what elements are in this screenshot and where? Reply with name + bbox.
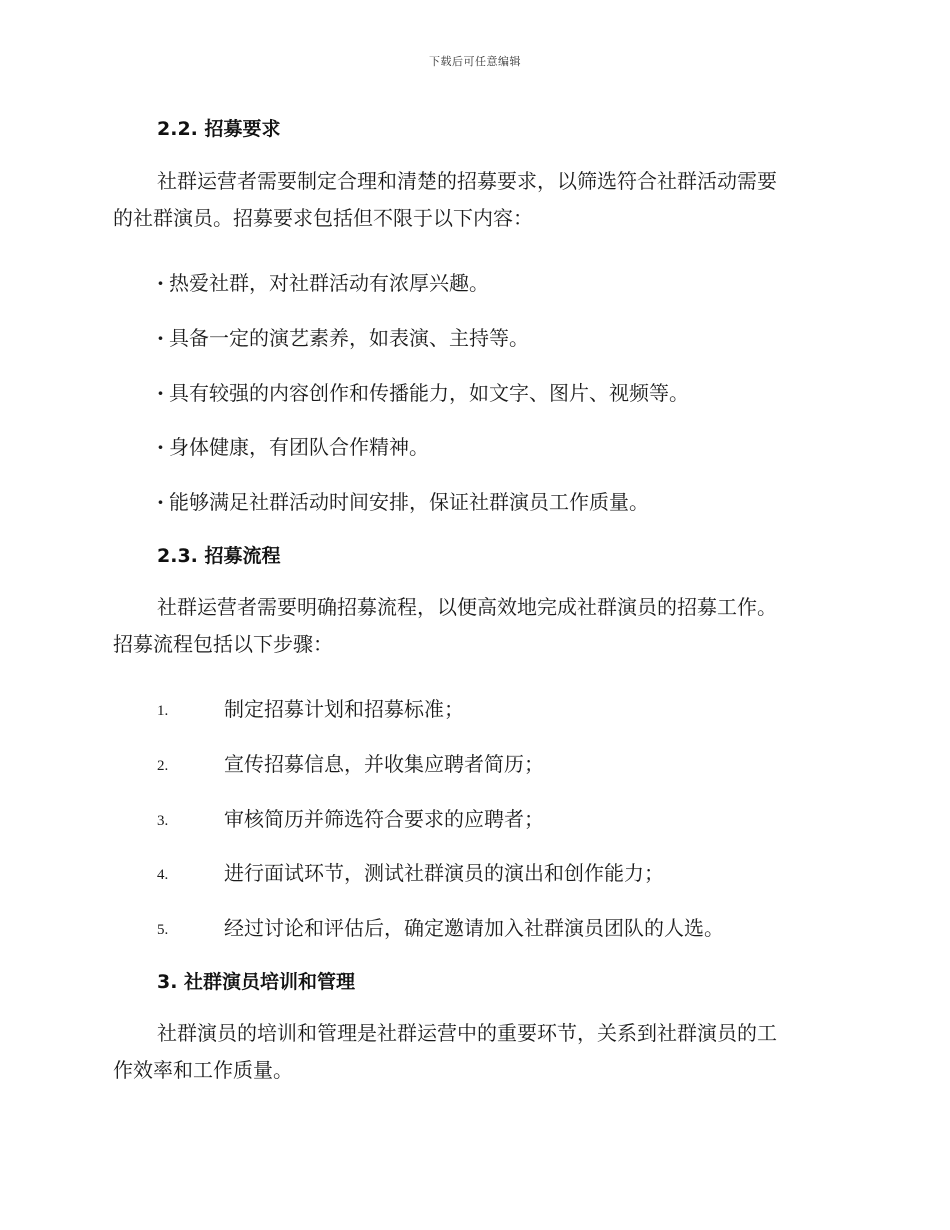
bullet-item: · 能够满足社群活动时间安排，保证社群演员工作质量。	[157, 490, 649, 514]
intro-line: 社群运营者需要明确招募流程，以便高效地完成社群演员的招募工作。	[157, 595, 777, 619]
step-item	[157, 857, 664, 886]
step-text: 宣传招募信息，并收集应聘者简历；	[224, 752, 544, 776]
bullet-item: · 具有较强的内容创作和传播能力，如文字、图片、视频等。	[157, 381, 689, 405]
bullet-item: · 具备一定的演艺素养，如表演、主持等。	[157, 326, 529, 350]
intro-line: 招募流程包括以下步骤：	[113, 632, 333, 656]
section-2-2-intro	[113, 163, 833, 237]
step-item	[157, 693, 464, 722]
bullet-icon: ·	[157, 381, 164, 405]
step-text: 进行面试环节，测试社群演员的演出和创作能力；	[224, 861, 664, 885]
intro-line: 的社群演员。招募要求包括但不限于以下内容：	[113, 206, 533, 230]
bullet-icon: ·	[157, 490, 164, 514]
step-text: 制定招募计划和招募标准；	[224, 697, 464, 721]
step-number: 3.	[157, 813, 169, 829]
section-heading-3: 3. 社群演员培训和管理	[157, 971, 356, 993]
bullet-icon: ·	[157, 271, 164, 295]
section-heading-2-2: 2.2. 招募要求	[157, 118, 281, 140]
intro-line: 社群运营者需要制定合理和清楚的招募要求，以筛选符合社群活动需要	[157, 169, 777, 193]
step-number: 2.	[157, 758, 169, 774]
step-item	[157, 748, 544, 777]
section-heading-2-3: 2.3. 招募流程	[157, 545, 281, 567]
intro-line: 作效率和工作质量。	[113, 1058, 293, 1082]
page-header: 下载后可任意编辑	[429, 55, 521, 68]
step-number: 5.	[157, 922, 169, 938]
section-2-3-intro	[113, 589, 833, 663]
bullet-icon: ·	[157, 326, 164, 350]
step-number: 1.	[157, 703, 169, 719]
step-text: 经过讨论和评估后，确定邀请加入社群演员团队的人选。	[224, 916, 724, 940]
intro-line: 社群演员的培训和管理是社群运营中的重要环节，关系到社群演员的工	[157, 1021, 777, 1045]
step-item	[157, 803, 544, 832]
step-number: 4.	[157, 867, 169, 883]
section-3-intro	[113, 1015, 833, 1089]
bullet-item: · 热爱社群，对社群活动有浓厚兴趣。	[157, 271, 489, 295]
step-item	[157, 912, 724, 941]
bullet-icon: ·	[157, 435, 164, 459]
bullet-item: · 身体健康，有团队合作精神。	[157, 435, 429, 459]
step-text: 审核简历并筛选符合要求的应聘者；	[224, 807, 544, 831]
